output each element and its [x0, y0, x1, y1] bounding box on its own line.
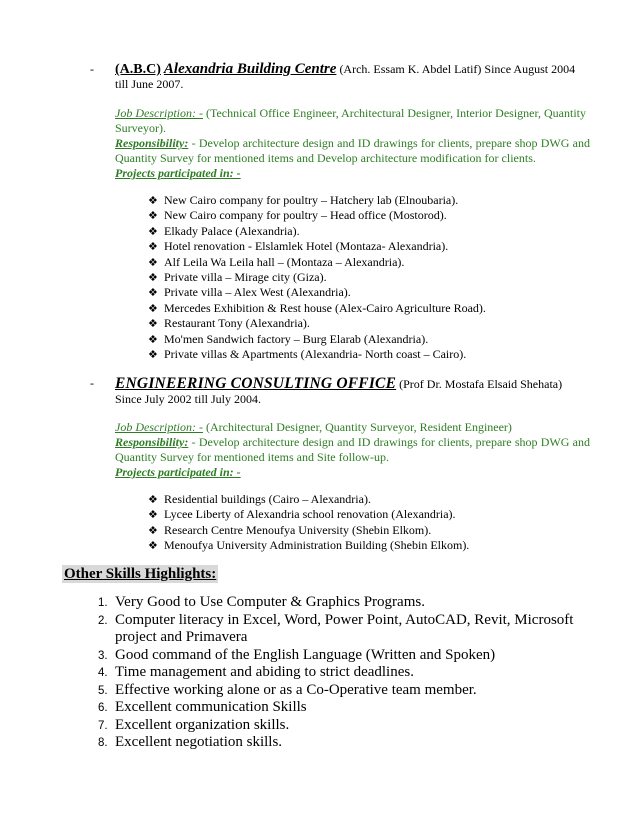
skill-item: [98, 699, 598, 717]
job-description-label: Job Description: -: [115, 420, 203, 434]
project-text: New Cairo company for poultry – Hatchery lab (Elnoubaria).: [164, 193, 459, 207]
experience-entry-abc: [90, 62, 590, 362]
responsibility-label: Responsibility:: [115, 435, 189, 449]
project-text: Hotel renovation - Elslamlek Hotel (Montaza- Alexandria).: [164, 239, 449, 254]
diamond-bullet-icon: ❖: [148, 332, 158, 346]
diamond-bullet-icon: ❖: [148, 539, 158, 553]
project-text: Private villa – Mirage city (Giza).: [164, 270, 327, 285]
project-text: Research Centre Menoufya University (Shebin Elkom).: [164, 522, 432, 537]
responsibility: [115, 435, 590, 465]
responsibility: [115, 136, 590, 166]
skills-heading: Other Skills Highlights:: [64, 566, 217, 582]
diamond-bullet-icon: ❖: [148, 508, 158, 522]
project-item: [148, 208, 590, 223]
project-text: Private villa – Alex West (Alexandria).: [164, 285, 351, 300]
project-text: Lycee Liberty of Alexandria school renovation (Alexandria).: [164, 507, 456, 522]
diamond-bullet-icon: ❖: [148, 317, 158, 331]
diamond-bullet-icon: ❖: [148, 209, 158, 223]
project-item: [148, 332, 590, 347]
skill-text: Time management and abiding to strict deadlines.: [115, 664, 414, 680]
job-description-text: (Architectural Designer, Quantity Surveyor, Resident Engineer): [202, 420, 512, 434]
skill-number: 5.: [98, 684, 108, 697]
job-description: [115, 420, 590, 435]
entry-dash: -: [90, 376, 94, 390]
projects-list: [148, 492, 590, 554]
diamond-bullet-icon: ❖: [148, 240, 158, 254]
project-item: [148, 301, 590, 316]
project-item: [148, 492, 590, 507]
entry-header: [115, 62, 590, 92]
job-description-label: Job Description: -: [115, 106, 203, 120]
skill-text: Excellent negotiation skills.: [115, 734, 283, 750]
diamond-bullet-icon: ❖: [148, 224, 158, 238]
skill-item: [98, 717, 598, 735]
diamond-bullet-icon: ❖: [148, 286, 158, 300]
project-item: [148, 316, 590, 331]
project-text: Restaurant Tony (Alexandria).: [164, 316, 310, 331]
project-text: Residential buildings (Cairo – Alexandria).: [164, 492, 371, 506]
job-description: [115, 106, 590, 136]
project-item: [148, 255, 590, 270]
skill-item: [98, 612, 598, 647]
diamond-bullet-icon: ❖: [148, 255, 158, 269]
skill-number: 3.: [98, 649, 108, 662]
diamond-bullet-icon: ❖: [148, 493, 158, 506]
project-text: Mercedes Exhibition & Rest house (Alex-Cairo Agriculture Road).: [164, 300, 486, 315]
responsibility-text: - Develop architecture design and ID drawings for clients, prepare shop DWG and Quantity Survey for mentioned items and Develop architecture modification for clients.: [115, 136, 590, 165]
skill-text: Effective working alone or as a Co-Operative team member.: [115, 681, 477, 698]
diamond-bullet-icon: ❖: [148, 301, 158, 315]
company-name: ENGINEERING CONSULTING OFFICE: [115, 375, 397, 392]
responsibility-text: - Develop architecture design and ID drawings for clients, prepare shop DWG and Quantity Survey for mentioned items and Site follow-up.: [115, 435, 590, 464]
project-item: [148, 507, 590, 522]
job-description-text: (Technical Office Engineer, Architectural Designer, Interior Designer, Quantity Surveyor).: [115, 106, 586, 135]
skill-number: 4.: [98, 667, 108, 679]
project-item: [148, 523, 590, 538]
skill-number: 7.: [98, 719, 108, 732]
skill-item: [98, 647, 598, 665]
project-item: [148, 193, 590, 208]
skill-number: 1.: [98, 597, 108, 609]
project-text: Mo'men Sandwich factory – Burg Elarab (Alexandria).: [164, 331, 429, 346]
entry-header: [115, 376, 590, 407]
skill-text: Computer literacy in Excel, Word, Power Point, AutoCAD, Revit, Microsoft project and Primavera: [115, 611, 574, 645]
project-item: [148, 270, 590, 285]
skill-item: [98, 594, 598, 612]
skill-text: Good command of the English Language (Written and Spoken): [115, 646, 496, 663]
diamond-bullet-icon: ❖: [148, 523, 158, 537]
project-text: Private villas & Apartments (Alexandria- North coast – Cairo).: [164, 347, 467, 362]
diamond-bullet-icon: ❖: [148, 348, 158, 362]
skill-text: Excellent organization skills.: [115, 716, 290, 733]
skill-number: 6.: [98, 702, 108, 714]
project-text: Alf Leila Wa Leila hall – (Montaza – Alexandria).: [164, 254, 405, 269]
project-text: Elkady Palace (Alexandria).: [164, 223, 300, 238]
diamond-bullet-icon: ❖: [148, 271, 158, 285]
projects-list: [148, 193, 590, 362]
project-item: [148, 347, 590, 362]
project-item: [148, 285, 590, 300]
skill-item: [98, 664, 598, 682]
project-text: Menoufya University Administration Building (Shebin Elkom).: [164, 538, 470, 553]
company-details: (Arch. Essam K. Abdel Latif) Since August 2004 till June 2007.: [115, 62, 576, 91]
project-text: New Cairo company for poultry – Head office (Mostorod).: [164, 208, 447, 223]
skill-number: 2.: [98, 614, 108, 627]
responsibility-label: Responsibility:: [115, 136, 189, 150]
entry-dash: -: [90, 62, 94, 76]
project-item: [148, 239, 590, 254]
projects-label: Projects participated in: -: [115, 166, 241, 180]
experience-entry-eco: [90, 376, 590, 554]
projects-label: Projects participated in: -: [115, 465, 241, 479]
skill-number: 8.: [98, 737, 108, 749]
company-abbr: (A.B.C): [115, 62, 161, 77]
skills-list: [98, 594, 598, 752]
skill-text: Excellent communication Skills: [115, 699, 307, 715]
company-name: Alexandria Building Centre: [163, 61, 337, 77]
diamond-bullet-icon: ❖: [148, 194, 158, 207]
skill-item: [98, 682, 598, 700]
skill-text: Very Good to Use Computer & Graphics Programs.: [115, 594, 425, 610]
project-item: [148, 538, 590, 553]
company-details: (Prof Dr. Mostafa Elsaid Shehata) Since July 2002 till July 2004.: [115, 377, 563, 406]
project-item: [148, 224, 590, 239]
skill-item: [98, 734, 598, 752]
